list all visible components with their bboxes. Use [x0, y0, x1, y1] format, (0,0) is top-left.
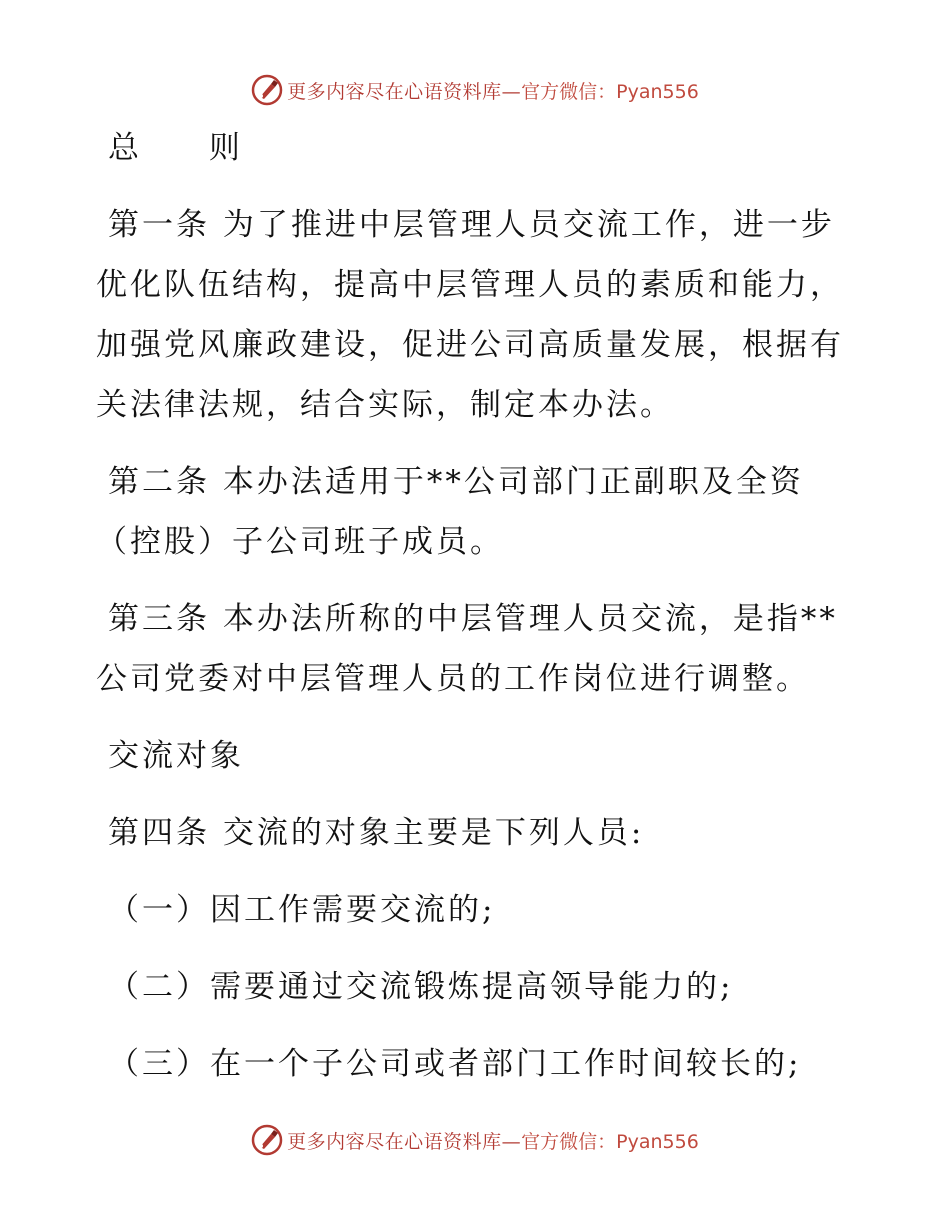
footer-watermark — [0, 1118, 950, 1162]
article-3 — [96, 589, 856, 709]
article-2 — [96, 452, 856, 572]
article-2-line-1: 第二条 本办法适用于**公司部门正副职及全资 — [108, 464, 804, 500]
watermark-wechat: 官方微信：Pyan556 — [521, 1130, 699, 1153]
article-1-line-2: 优化队伍结构，提高中层管理人员的素质和能力， — [96, 267, 844, 303]
watermark-text: 更多内容尽在心语资料库— — [287, 80, 522, 103]
article-1-line-1: 第一条 为了推进中层管理人员交流工作，进一步 — [108, 207, 835, 243]
section-heading-exchange-targets: 交流对象 — [108, 738, 244, 774]
watermark-wechat: 官方微信：Pyan556 — [521, 80, 699, 103]
article-1 — [96, 195, 856, 435]
pen-seal-icon — [251, 1124, 283, 1156]
article-4 — [96, 803, 856, 863]
article-1-line-4: 关法律法规，结合实际，制定本办法。 — [96, 387, 674, 423]
list-item: （一）因工作需要交流的; — [108, 892, 496, 928]
section-heading-general: 总 则 — [108, 130, 270, 166]
header-watermark — [0, 68, 950, 112]
article-3-line-2: 公司党委对中层管理人员的工作岗位进行调整。 — [96, 661, 810, 697]
list-item: （二）需要通过交流锻炼提高领导能力的; — [108, 969, 734, 1005]
pen-seal-icon — [251, 74, 283, 106]
article-1-line-3: 加强党风廉政建设，促进公司高质量发展，根据有 — [96, 327, 844, 363]
document-body — [96, 118, 856, 1094]
article-4-line-1: 第四条 交流的对象主要是下列人员: — [108, 815, 645, 851]
list-item: （三）在一个子公司或者部门工作时间较长的; — [108, 1046, 802, 1082]
watermark-text: 更多内容尽在心语资料库— — [287, 1130, 522, 1153]
article-3-line-1: 第三条 本办法所称的中层管理人员交流，是指** — [108, 601, 838, 637]
article-2-line-2: （控股）子公司班子成员。 — [96, 524, 504, 560]
